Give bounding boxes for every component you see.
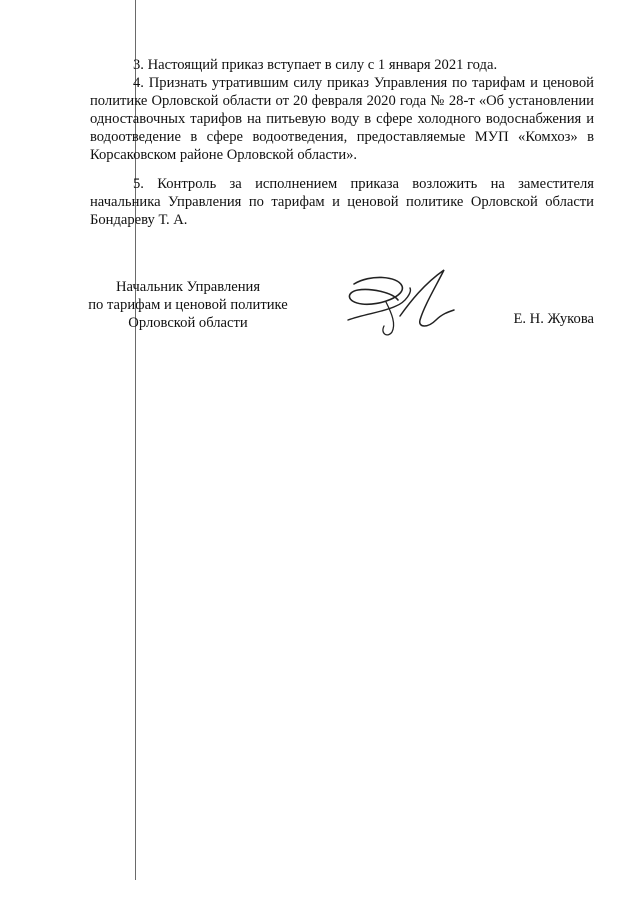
paragraph-5-text: 5. Контроль за исполнением приказа возложить на заместителя начальника Управления по тарифам и ценовой политике Орловской области Бондареву Т. А. bbox=[90, 176, 594, 228]
paragraph-4-text: 4. Признать утратившим силу приказ Управления по тарифам и ценовой политике Орловской области от 20 февраля 2020 года № 28-т «Об установлении одноставочных тарифов на питьевую воду в сфере холодного водоснабжения и водоотведение в сфере водоотведения, предоставляемые МУП «Комхоз» в Корсаковском районе Орловской области». bbox=[90, 75, 594, 163]
paragraph-5 bbox=[90, 175, 594, 229]
paragraph-3 bbox=[90, 56, 594, 74]
paragraph-3-text: 3. Настоящий приказ вступает в силу с 1 января 2021 года. bbox=[133, 57, 498, 73]
signatory-name: Е. Н. Жукова bbox=[513, 311, 594, 327]
signatory-title-line-1: Начальник Управления bbox=[115, 279, 261, 295]
signatory-title bbox=[80, 278, 296, 332]
signatory-title-line-2: по тарифам и ценовой политике bbox=[88, 297, 288, 313]
signatory-title-line-3: Орловской области bbox=[128, 315, 248, 331]
paragraph-4 bbox=[90, 74, 594, 164]
handwritten-signature-icon bbox=[340, 262, 460, 342]
